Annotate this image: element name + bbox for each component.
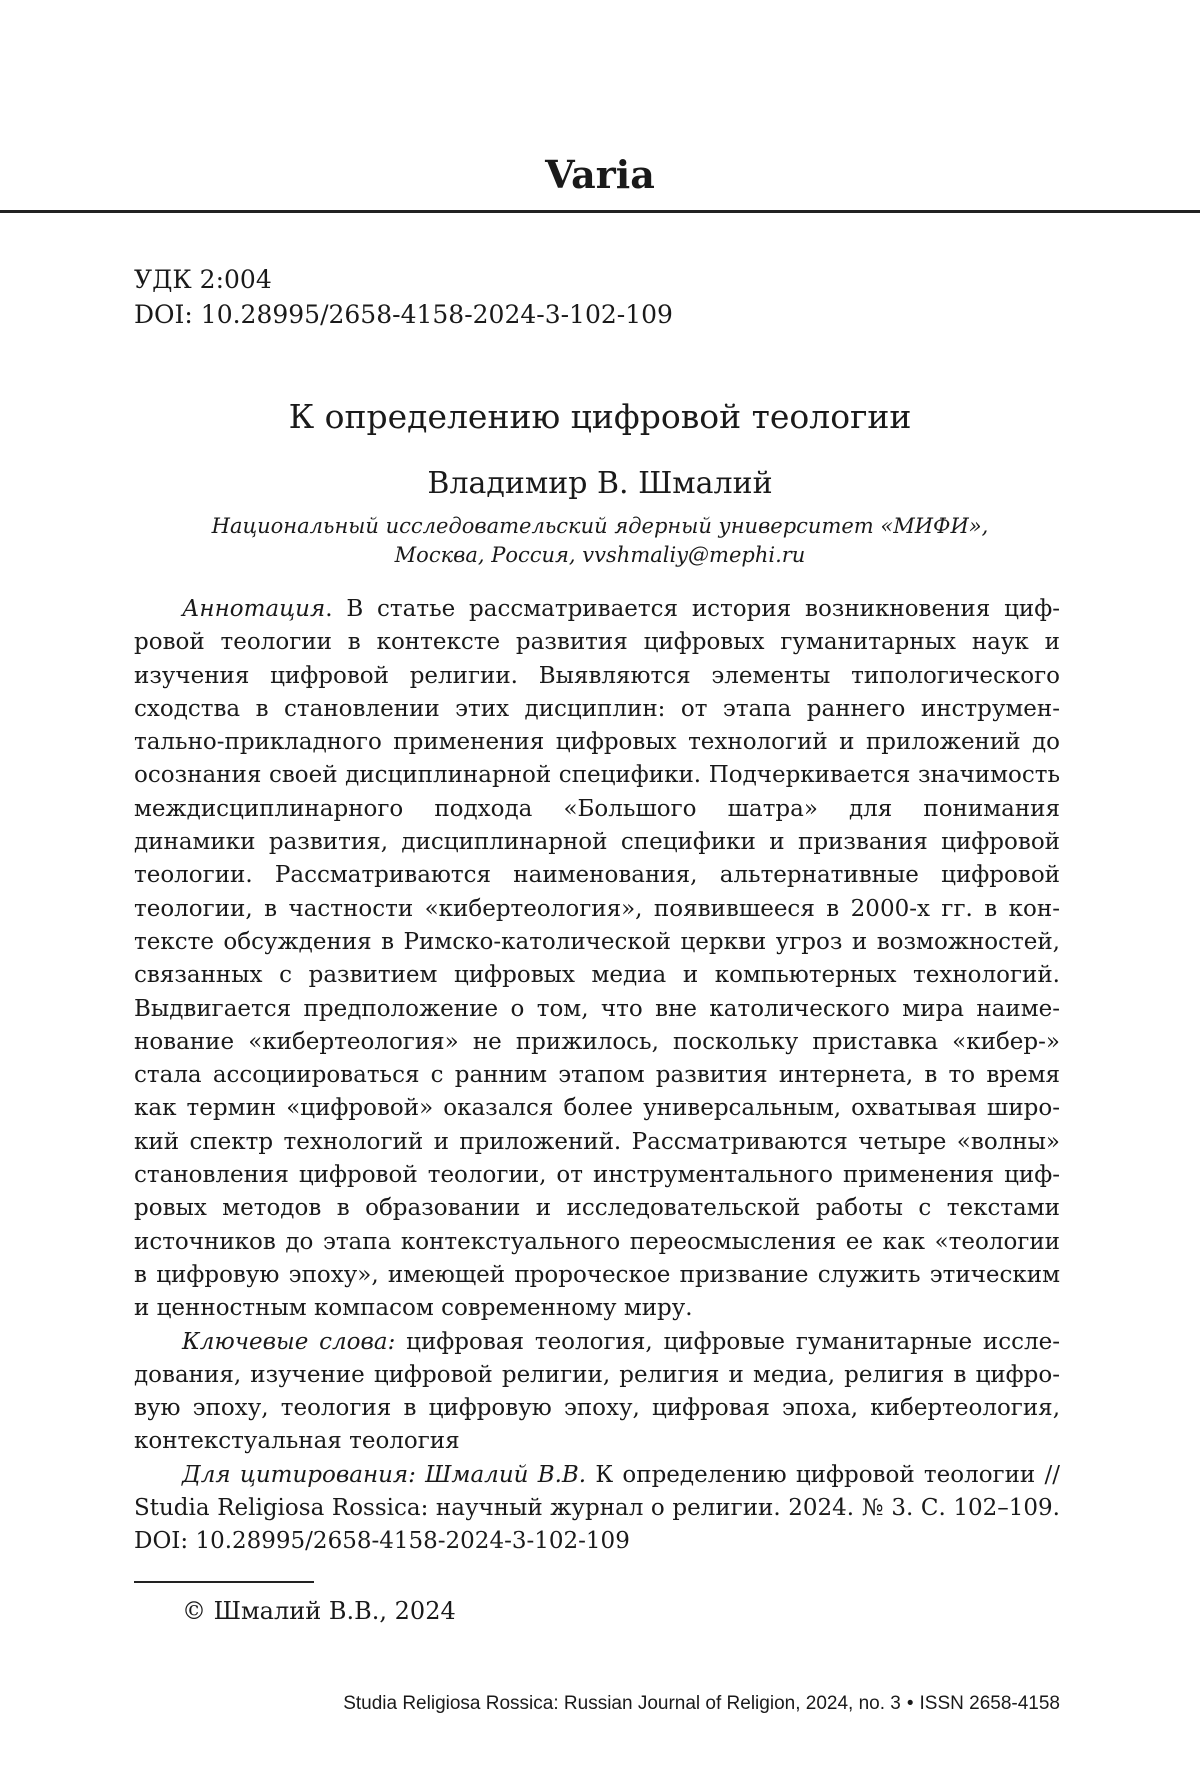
footnote-divider (134, 1581, 314, 1583)
author-affiliation (0, 512, 1200, 570)
section-divider (0, 210, 1200, 213)
keywords-text: цифровая теология, цифровые гуманитарные исследования, изучение цифровой религии, религия и медиа, религия в цифровую эпоху, теология в цифровую эпоху, цифровая эпоха, кибертеология, контекстуальная теология (134, 1328, 1061, 1455)
article-meta (134, 262, 1074, 332)
footer-issn: ISSN 2658-4158 (919, 1693, 1060, 1714)
abstract-paragraph (134, 593, 1060, 1326)
citation-text: К определению цифровой теологии // Studia Religiosa Rossica: научный журнал о религии. 2024. № 3. С. 102–109. DOI: 10.28995/2658-4158-2024-3-102-109 (134, 1461, 1060, 1555)
footer-separator: • (906, 1693, 914, 1714)
copyright-notice: © Шмалий В.В., 2024 (182, 1597, 456, 1625)
author-name: Владимир В. Шмалий (427, 466, 773, 501)
keywords-label: Ключевые слова: (182, 1328, 396, 1355)
affiliation-line-2: Москва, Россия, vvshmaliy@mephi.ru (394, 543, 806, 567)
udk-code: УДК 2:004 (134, 265, 272, 294)
citation-label: Для цитирования: Шмалий В.В. (182, 1461, 587, 1488)
doi-reference: DOI: 10.28995/2658-4158-2024-3-102-109 (134, 300, 673, 329)
abstract-text: . В статье рассматривается история возникновения цифровой теологии в контексте развития цифровых гуманитарных наук и изучения цифровой религии. Выявляются элементы типологического сходства в становлении этих дисциплин: от этапа раннего инструментально-прикладного применения цифровых технологий и приложений до осознания своей дисциплинарной специфики. Подчеркивается значимость междисциплинарного подхода «Большого шатра» для понимания динамики развития, дисциплинарной специфики и призвания цифровой теологии. Рассматриваются наименования, альтернативные цифровой теологии, в частности «кибертеология», появившееся в 2000-х гг. в контексте обсуждения в Римско-католической церкви угроз и возможностей, связанных с развитием цифровых медиа и компьютерных технологий. Выдвигается предположение о том, что вне католического мира наименование «кибертеология» не прижилось, поскольку приставка «кибер-» стала ассоциироваться с ранним этапом развития интернета, в то время как термин «цифровой» оказался более универсальным, охватывая широкий спектр технологий и приложений. Рассматриваются четыре «волны» становления цифровой теологии, от инструментального применения цифровых методов в образовании и исследовательской работы с текстами источников до этапа контекстуального переосмысления ее как «теологии в цифровую эпоху», имеющей пророческое призвание служить этическим и ценностным компасом современному миру. (134, 596, 1060, 1322)
section-heading: Varia (545, 152, 655, 197)
page-footer (343, 1690, 1060, 1718)
article-front-matter (134, 593, 1060, 1559)
abstract-label: Аннотация (182, 596, 326, 622)
article-title: К определению цифровой теологии (288, 397, 912, 436)
footer-journal: Studia Religiosa Rossica: Russian Journal of Religion, 2024, no. 3 (343, 1693, 901, 1714)
keywords-paragraph (134, 1326, 1060, 1459)
citation-paragraph (134, 1459, 1060, 1559)
affiliation-line-1: Национальный исследовательский ядерный университет «МИФИ», (211, 514, 989, 538)
